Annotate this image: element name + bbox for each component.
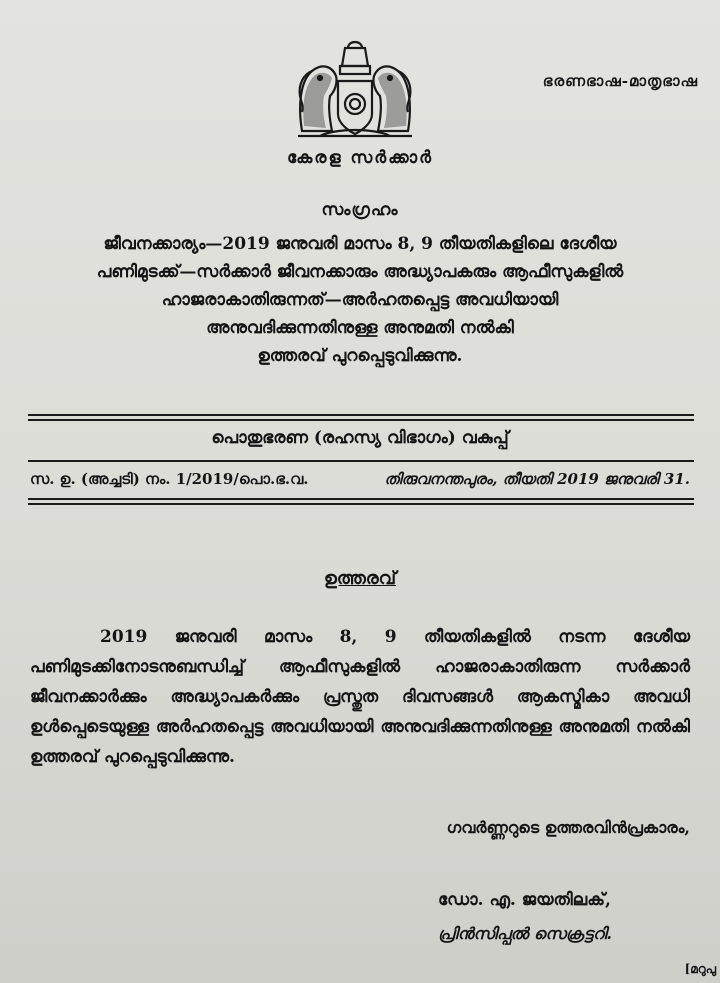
- signatory-name: ഡോ. എ. ജയതിലക്,: [438, 890, 611, 910]
- subject-line: ഉത്തരവ് പുറപ്പെടുവിക്കുന്നു.: [257, 346, 463, 366]
- language-policy-tag: ഭരണഭാഷ-മാതൃഭാഷ: [542, 72, 698, 90]
- divider-rule: [28, 498, 694, 500]
- kerala-state-emblem-icon: [290, 36, 420, 146]
- divider-rule: [28, 460, 694, 462]
- signatory-title: പ്രിൻസിപ്പൽ സെക്രട്ടറി.: [438, 924, 612, 943]
- abstract-label: സംഗ്രഹം: [321, 200, 399, 220]
- order-body: 2019 ജനുവരി മാസം 8, 9 തീയതികളിൽ നടന്ന ദേശീയ പണിമുടക്കിനോടനുബന്ധിച്ച് ആഫീസുകളിൽ ഹാജരാകാതിരുന്ന സർക്കാർ ജീവനക്കാർക്കും അദ്ധ്യാപകർക്കും പ്രസ്തുത ദിവസങ്ങൾ ആകസ്മികാ അവധി ഉൾപ്പെടെയുള്ള അർഹതപ്പെട്ട അവധിയായി അനുവദിക്കുന്നതിനുള്ള അനുമതി നൽകി ഉത്തരവ് പുറപ്പെടുവിക്കുന്നു.: [30, 627, 690, 767]
- order-place-date: തിരുവനന്തപുരം, തീയതി 2019 ജനുവരി 31.: [384, 470, 690, 488]
- subject-line: ഹാജരാകാതിരുന്നത്—അർഹതപ്പെട്ട അവധിയായി: [161, 290, 559, 310]
- divider-rule: [28, 414, 694, 416]
- abstract-subject: [0, 230, 720, 370]
- divider-rule: [28, 419, 694, 421]
- government-name: കേരള സർക്കാർ: [286, 148, 434, 168]
- department-name: പൊതുഭരണ (രഹസ്യ വിഭാഗം) വകുപ്പ്: [211, 428, 509, 448]
- subject-line: അനുവദിക്കുന്നതിനുള്ള അനുമതി നൽകി: [206, 318, 514, 338]
- subject-line: പണിമുടക്ക്—സർക്കാർ ജീവനക്കാരും അദ്ധ്യാപകരും ആഫീസുകളിൽ: [96, 262, 624, 282]
- divider-rule: [28, 503, 694, 505]
- closing-line: ഗവർണ്ണറുടെ ഉത്തരവിൻപ്രകാരം,: [446, 818, 690, 837]
- turn-over-note: [മറുപു: [684, 962, 716, 976]
- order-heading: ഉത്തരവ്: [323, 568, 397, 589]
- subject-line: ജീവനക്കാര്യം—2019 ജനുവരി മാസം 8, 9 തീയതികളിലെ ദേശീയ: [103, 234, 617, 254]
- order-number: സ. ഉ. (അച്ചടി) നം. 1/2019/പൊ.ഭ.വ.: [30, 470, 309, 488]
